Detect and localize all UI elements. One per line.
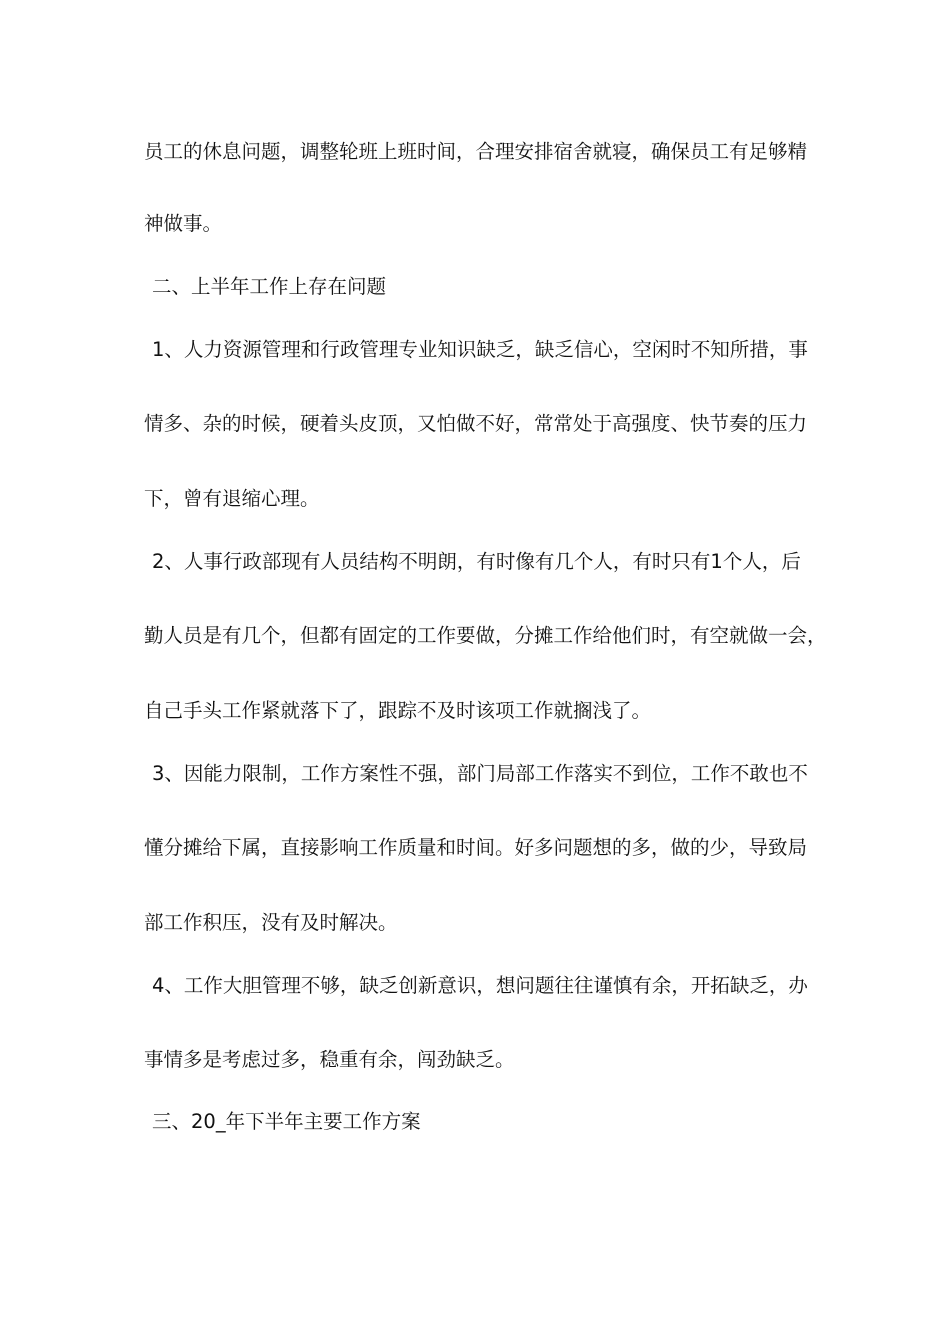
paragraph-line: 下，曾有退缩心理。 — [144, 487, 320, 510]
paragraph-line: 情多、杂的时候，硬着头皮顶，又怕做不好，常常处于高强度、快节奏的压力 — [144, 412, 808, 435]
list-item-line: 3、因能力限制，工作方案性不强，部门局部工作落实不到位，工作不敢也不 — [152, 762, 808, 785]
paragraph-line: 自己手头工作紧就落下了，跟踪不及时该项工作就搁浅了。 — [144, 699, 652, 722]
paragraph-line: 事情多是考虑过多，稳重有余，闯劲缺乏。 — [144, 1048, 515, 1071]
paragraph-line: 懂分摊给下属，直接影响工作质量和时间。好多问题想的多，做的少，导致局 — [144, 836, 808, 859]
section-heading: 二、上半年工作上存在问题 — [152, 275, 387, 298]
paragraph-line: 勤人员是有几个，但都有固定的工作要做，分摊工作给他们时，有空就做一会， — [144, 624, 827, 647]
paragraph-line: 神做事。 — [144, 212, 223, 235]
list-item-line: 1、人力资源管理和行政管理专业知识缺乏，缺乏信心，空闲时不知所措，事 — [152, 338, 808, 361]
paragraph-line: 员工的休息问题，调整轮班上班时间，合理安排宿舍就寝，确保员工有足够精 — [144, 140, 808, 163]
paragraph-line: 部工作积压，没有及时解决。 — [144, 911, 398, 934]
list-item-line: 2、人事行政部现有人员结构不明朗，有时像有几个人，有时只有1个人，后 — [152, 550, 801, 573]
list-item-line: 4、工作大胆管理不够，缺乏创新意识，想问题往往谨慎有余，开拓缺乏，办 — [152, 974, 808, 997]
section-heading: 三、20_年下半年主要工作方案 — [152, 1110, 421, 1133]
